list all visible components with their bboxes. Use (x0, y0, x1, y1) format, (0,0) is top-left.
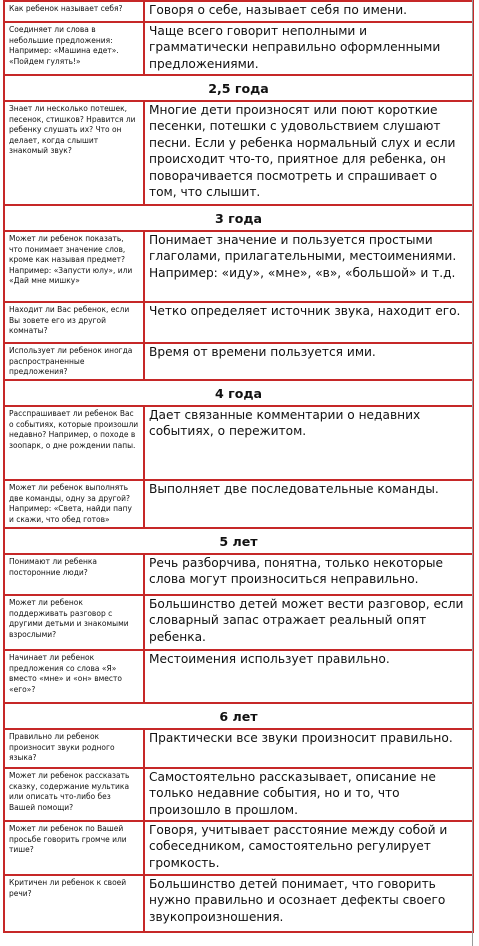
page-edge-line (472, 0, 473, 946)
answer-cell: Время от времени пользуется ими. (144, 343, 473, 380)
question-cell: Может ли ребенок показать, что понимает значение слов, кроме как называя предмет? Например: «Запусти юлу», или «Дай мне мишку» (4, 231, 144, 302)
answer-cell: Выполняет две последовательные команды. (144, 480, 473, 528)
question-cell: Может ли ребенок поддерживать разговор с другими детьми и знакомыми взрослыми? (4, 595, 144, 650)
question-cell: Как ребенок называет себя? (4, 1, 144, 22)
question-cell: Находит ли Вас ребенок, если Вы зовете его из другой комнаты? (4, 302, 144, 343)
question-cell: Соединяет ли слова в небольшие предложения: Например: «Машина едет». «Пойдем гулять!» (4, 22, 144, 75)
question-cell: Использует ли ребенок иногда распространенные предложения? (4, 343, 144, 380)
table-row (4, 729, 473, 768)
table-row (4, 22, 473, 75)
question-cell: Может ли ребенок рассказать сказку, содержание мультика или описать что-либо без Вашей помощи? (4, 768, 144, 821)
age-section-heading: 5 лет (4, 528, 473, 554)
question-cell: Расспрашивает ли ребенок Вас о событиях, которые произошли недавно? Например, о походе в зоопарк, о дне рождении папы. (4, 406, 144, 480)
answer-cell: Понимает значение и пользуется простыми глаголами, прилагательными, местоимениями. Например: «иду», «мне», «в», «большой» и т.д. (144, 231, 473, 302)
question-cell: Критичен ли ребенок к своей речи? (4, 875, 144, 932)
question-cell: Может ли ребенок по Вашей просьбе говорить громче или тише? (4, 821, 144, 875)
table-row (4, 1, 473, 22)
answer-cell: Чаще всего говорит неполными и грамматически неправильно оформленными предложениями. (144, 22, 473, 75)
table-row (4, 101, 473, 205)
age-section-row (4, 528, 473, 554)
table-row (4, 595, 473, 650)
table-row (4, 650, 473, 703)
answer-cell: Практически все звуки произносит правильно. (144, 729, 473, 768)
answer-cell: Самостоятельно рассказывает, описание не только недавние события, но и то, что произошло в прошлом. (144, 768, 473, 821)
age-section-row (4, 380, 473, 406)
answer-cell: Дает связанные комментарии о недавних событиях, о пережитом. (144, 406, 473, 480)
question-cell: Знает ли несколько потешек, песенок, стишков? Нравится ли ребенку слушать их? Что он делает, когда слышит знакомый звук? (4, 101, 144, 205)
answer-cell: Говоря о себе, называет себя по имени. (144, 1, 473, 22)
table-row (4, 875, 473, 932)
table-row (4, 480, 473, 528)
table-row (4, 768, 473, 821)
table-row (4, 554, 473, 595)
table-row (4, 821, 473, 875)
answer-cell: Большинство детей может вести разговор, если словарный запас отражает реальный опят ребенка. (144, 595, 473, 650)
answer-cell: Четко определяет источник звука, находит его. (144, 302, 473, 343)
age-section-heading: 3 года (4, 205, 473, 231)
age-section-row (4, 75, 473, 101)
question-cell: Может ли ребенок выполнять две команды, одну за другой? Например: «Света, найди папу и скажи, что обед готов» (4, 480, 144, 528)
question-cell: Правильно ли ребенок произносит звуки родного языка? (4, 729, 144, 768)
question-cell: Понимают ли ребенка посторонние люди? (4, 554, 144, 595)
answer-cell: Местоимения использует правильно. (144, 650, 473, 703)
age-section-heading: 4 года (4, 380, 473, 406)
answer-cell: Большинство детей понимает, что говорить нужно правильно и осознает дефекты своего звукопроизношения. (144, 875, 473, 932)
table-row (4, 406, 473, 480)
question-cell: Начинает ли ребенок предложения со слова «Я» вместо «мне» и «он» вместо «его»? (4, 650, 144, 703)
table-body (4, 1, 473, 932)
age-section-row (4, 703, 473, 729)
age-section-row (4, 205, 473, 231)
table-row (4, 302, 473, 343)
answer-cell: Речь разборчива, понятна, только некоторые слова могут произноситься неправильно. (144, 554, 473, 595)
development-table (3, 0, 474, 933)
table-row (4, 343, 473, 380)
answer-cell: Говоря, учитывает расстояние между собой и собеседником, самостоятельно регулирует громкость. (144, 821, 473, 875)
age-section-heading: 6 лет (4, 703, 473, 729)
age-section-heading: 2,5 года (4, 75, 473, 101)
answer-cell: Многие дети произносят или поют короткие песенки, потешки с удовольствием слушают песни. Если у ребенка нормальный слух и если происходит что-то, приятное для ребенка, он поворачивается посмотреть и спрашивает о том, что слышит. (144, 101, 473, 205)
table-row (4, 231, 473, 302)
